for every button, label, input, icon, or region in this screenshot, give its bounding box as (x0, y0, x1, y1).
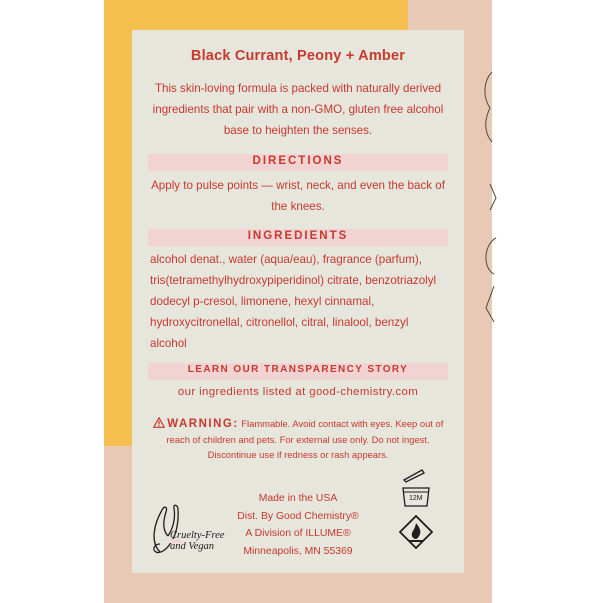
warning-label: WARNING: (167, 418, 239, 430)
warning-block (148, 416, 448, 462)
cruelty-free-line2: and Vegan (170, 541, 215, 552)
distributor-info (228, 490, 368, 560)
transparency-band (148, 363, 448, 380)
directions-text: Apply to pulse points — wrist, neck, and even the back of the knees. (151, 179, 445, 213)
cruelty-free-line1: Cruelty-Free (170, 530, 225, 541)
directions-band (148, 154, 448, 171)
label-card (132, 30, 464, 573)
made-line4: Minneapolis, MN 55369 (243, 545, 353, 557)
transparency-heading: LEARN OUR TRANSPARENCY STORY (187, 364, 409, 375)
ingredients-text: alcohol denat., water (aqua/eau), fragrance (parfum), tris(tetramethylhydroxypiperidinol) citrate, benzotriazolyl dodecyl p-cresol, limonene, hexyl cinnamal, hydroxycitronellal, citronellol, citral, linalool, benzyl alcohol (150, 253, 437, 350)
cruelty-free-badge (146, 502, 236, 562)
made-line3: A Division of ILLUME® (245, 528, 351, 539)
product-title: Black Currant, Peony + Amber (190, 48, 406, 64)
decorative-line-art (472, 60, 500, 340)
warning-icon (153, 417, 165, 428)
ingredients-band (148, 229, 448, 246)
flammable-icon (398, 514, 434, 550)
made-line1: Made in the USA (258, 493, 338, 504)
intro-text: This skin-loving formula is packed with naturally derived ingredients that pair with a non-GMO, gluten free alcohol base to heighten the senses. (152, 82, 444, 137)
made-line2: Dist. By Good Chemistry® (237, 510, 359, 522)
directions-heading: DIRECTIONS (252, 155, 344, 167)
warning-text: Flammable. Avoid contact with eyes. Keep out of reach of children and pets. For external use only. Do not ingest. Discontinue use if redness or rash appears. (166, 418, 444, 460)
ingredients-heading: INGREDIENTS (247, 230, 349, 242)
transparency-text: our ingredients listed at good-chemistry.com (177, 386, 419, 398)
open-jar-icon (400, 468, 432, 508)
pao-label: 12M (409, 495, 423, 502)
